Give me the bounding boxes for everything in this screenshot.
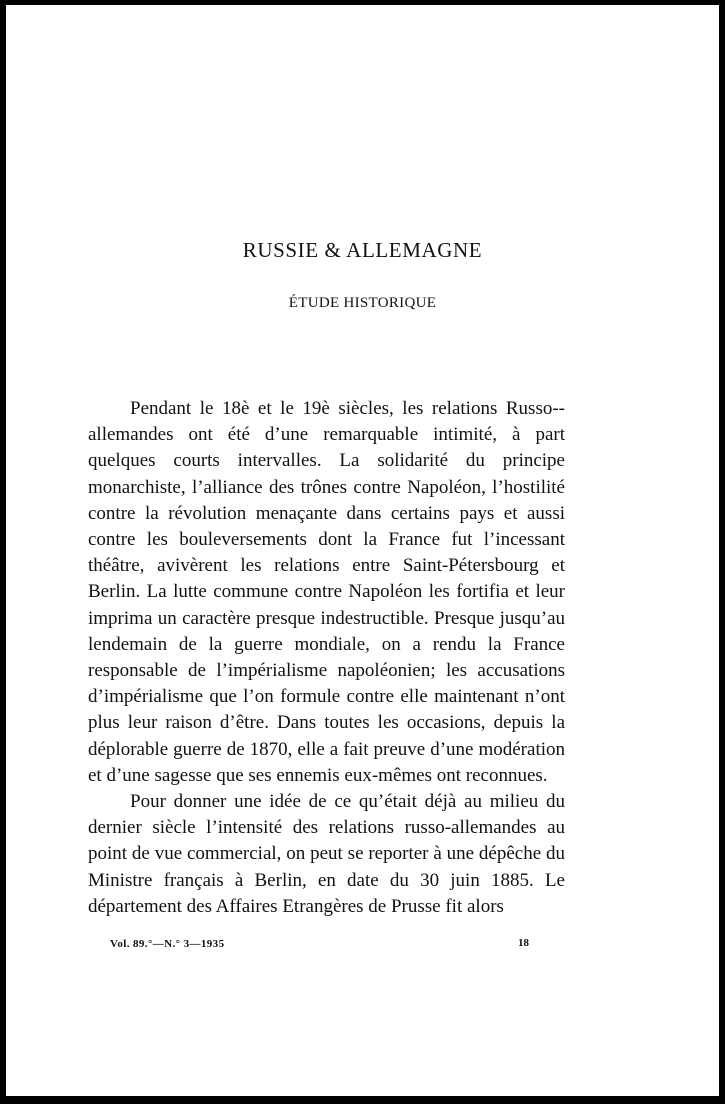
article-subtitle: ÉTUDE HISTORIQUE	[288, 295, 437, 311]
signature-mark: 18	[518, 937, 529, 949]
article-title: RUSSIE & ALLEMAGNE	[242, 238, 483, 262]
volume-info: Vol. 89.°—N.° 3—1935	[110, 938, 225, 950]
article-body	[88, 396, 565, 920]
paragraph: Pour donner une idée de ce qu’était déjà au milieu du dernier siècle l’intensité des relations russo-allemandes au point de vue commercial, on peut se reporter à une dépêche du Ministre français à Berlin, en date du 30 juin 1885. Le département des Affaires Etrangères de Prusse fit alors	[88, 791, 565, 917]
paragraph: Pendant le 18è et le 19è siècles, les relations Russo--allemandes ont été d’une remarquable intimité, à part quelques courts intervalles. La solidarité du principe monarchiste, l’alliance des trônes contre Napoléon, l’hostilité contre la révolution menaçante dans certains pays et aussi contre les bouleversements dont la France fut l’incessant théâtre, avivèrent les relations entre Saint-Pétersbourg et Berlin. La lutte commune contre Napoléon les fortifia et leur imprima un caractère presque indestructible. Presque jusqu’au lendemain de la guerre mondiale, on a rendu la France responsable de l’impérialisme napoléonien; les accusations d’impérialisme que l’on formule contre elle maintenant n’ont plus leur raison d’être. Dans toutes les occasions, depuis la déplorable guerre de 1870, elle a fait preuve d’une modération et d’une sagesse que ses ennemis eux-mêmes ont reconnues.	[88, 398, 565, 786]
